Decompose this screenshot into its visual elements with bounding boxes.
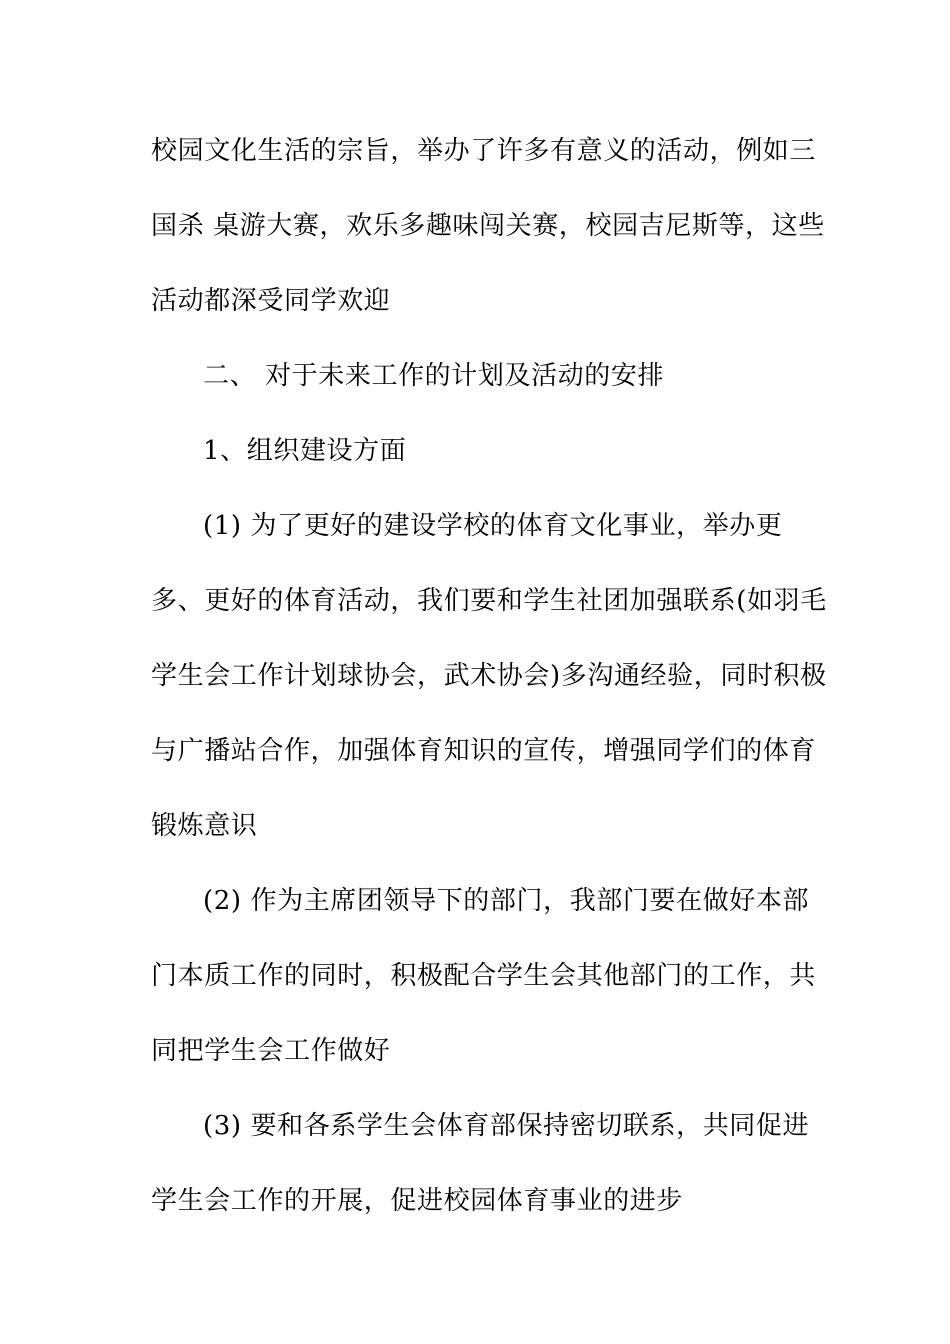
- text-line: 校园文化生活的宗旨，举办了许多有意义的活动，例如三: [151, 136, 817, 166]
- text-line: 多、更好的体育活动，我们要和学生社团加强联系(如羽毛: [151, 586, 827, 616]
- text-line: (1) 为了更好的建设学校的体育文化事业，举办更: [203, 511, 783, 541]
- text-line: 与广播站合作，加强体育知识的宣传，增强同学们的体育: [151, 736, 817, 766]
- text-line: 国杀 桌游大赛，欢乐多趣味闯关赛，校园吉尼斯等，这些: [151, 211, 825, 241]
- text-line: 活动都深受同学欢迎: [151, 286, 391, 316]
- text-line: (3) 要和各系学生会体育部保持密切联系，共同促进: [203, 1111, 810, 1141]
- subsection-heading: 1、组织建设方面: [203, 436, 407, 466]
- text-line: 锻炼意识: [151, 811, 258, 841]
- text-line: 学生会工作的开展，促进校园体育事业的进步: [151, 1186, 684, 1216]
- text-line: 学生会工作计划球协会，武术协会)多沟通经验，同时积极: [151, 661, 827, 691]
- text-line: 门本质工作的同时，积极配合学生会其他部门的工作，共: [151, 961, 817, 991]
- text-line: 同把学生会工作做好: [151, 1036, 391, 1066]
- section-heading: 二、 对于未来工作的计划及活动的安排: [203, 361, 665, 391]
- text-line: (2) 作为主席团领导下的部门，我部门要在做好本部: [203, 886, 810, 916]
